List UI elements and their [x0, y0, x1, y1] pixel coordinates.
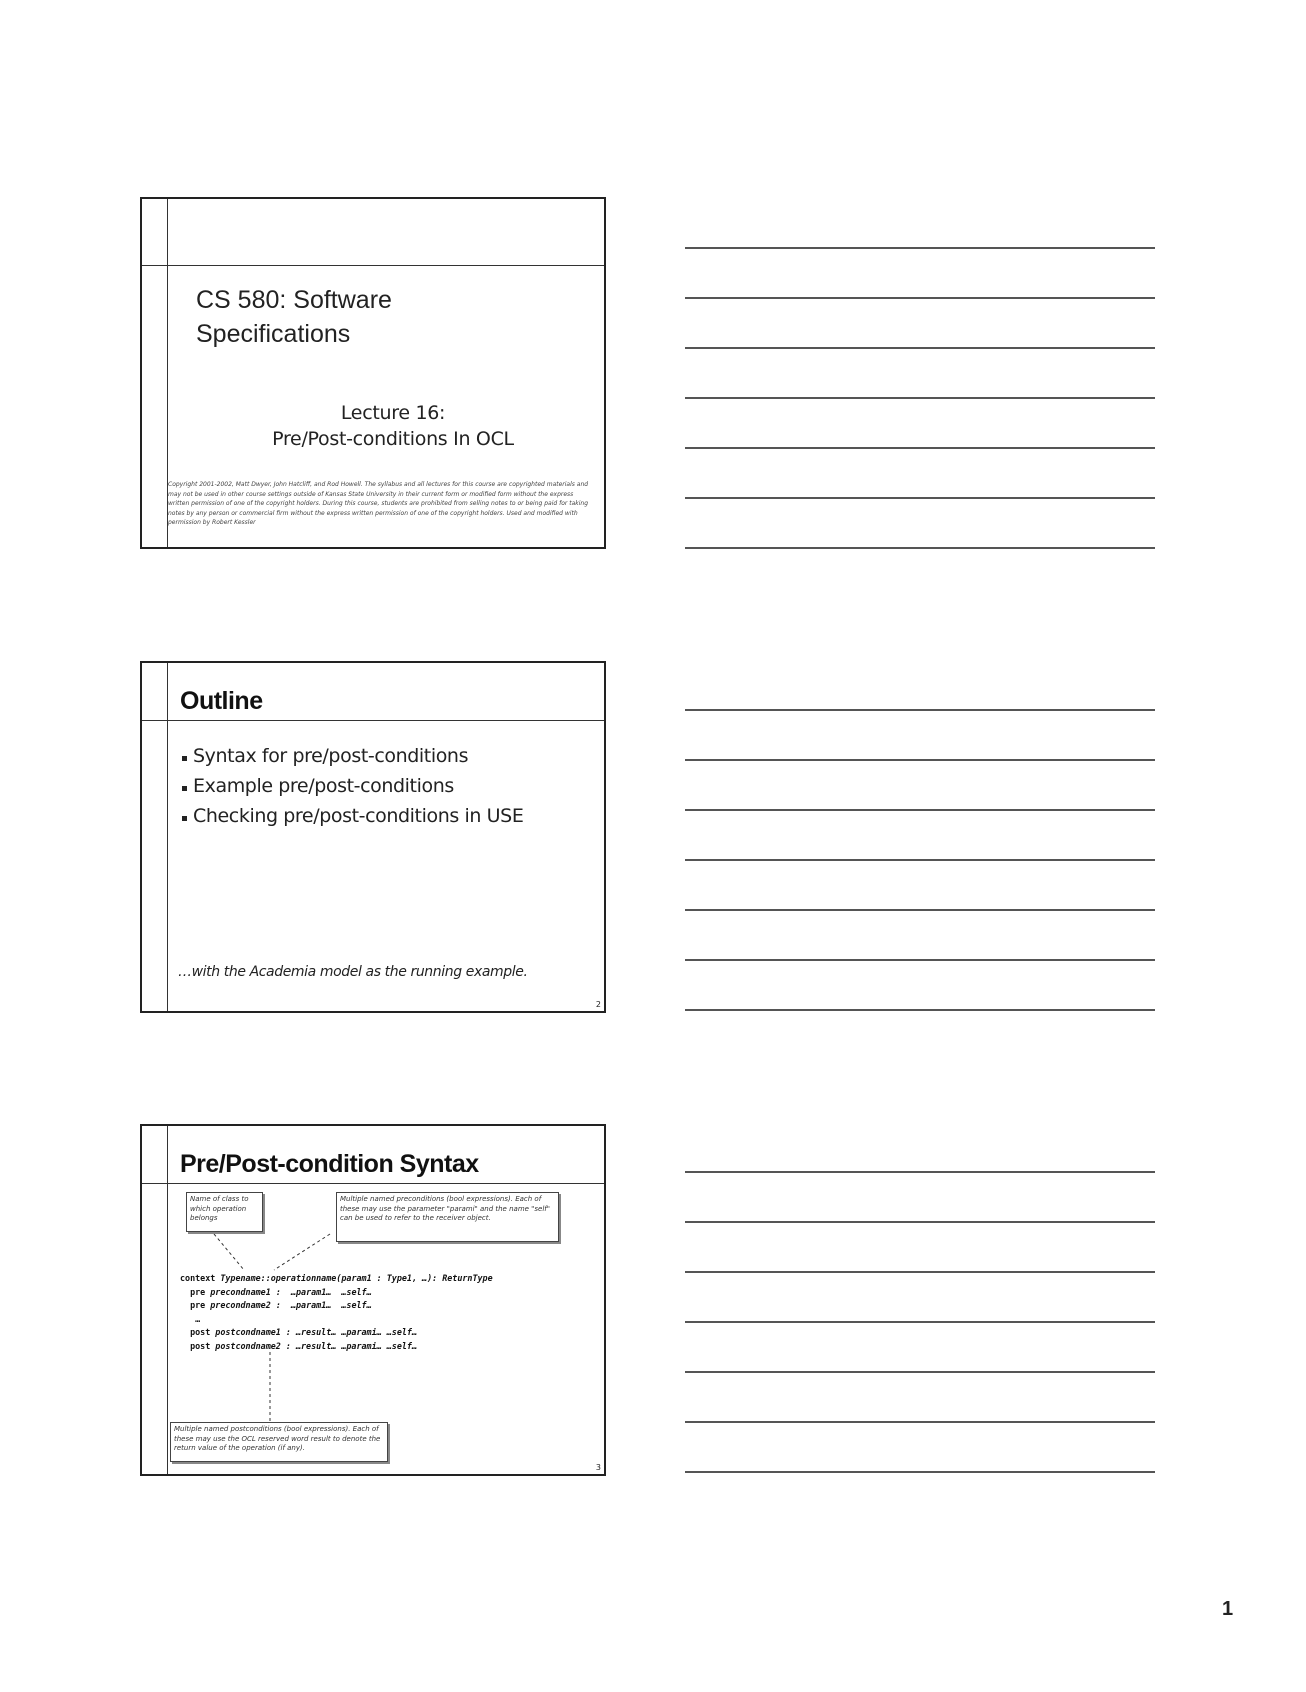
bullet-list [182, 741, 523, 831]
slide-1 [140, 197, 606, 549]
note-line [685, 547, 1155, 549]
note-line [685, 1421, 1155, 1423]
note-line [685, 1009, 1155, 1011]
slide-subtitle [182, 400, 604, 452]
note-line [685, 1221, 1155, 1223]
note-line [685, 759, 1155, 761]
postcondition-callout [170, 1422, 388, 1462]
code-keyword: post [180, 1340, 216, 1351]
note-line [685, 959, 1155, 961]
note-line [685, 1171, 1155, 1173]
slide-title: Pre/Post-condition Syntax [180, 1150, 479, 1178]
note-line [685, 447, 1155, 449]
code-keyword: post [180, 1327, 216, 1337]
callout-text: Multiple named postconditions (bool expressions). Each of these may use the OCL reserved word result to denote the return value of the operation (if any). [174, 1425, 381, 1452]
title-line-2: Specifications [196, 320, 351, 348]
list-item [182, 741, 523, 771]
code-precondition-2: precondname2 : …param1… …self… [210, 1300, 372, 1310]
precondition-callout [336, 1192, 559, 1242]
page-number: 1 [1222, 1598, 1234, 1620]
note-line [685, 859, 1155, 861]
syntax-code-block [180, 1272, 493, 1353]
bullet-icon [182, 756, 187, 761]
code-keyword: pre [180, 1300, 211, 1310]
note-line [685, 709, 1155, 711]
callout-text: Multiple named preconditions (bool expressions). Each of these may use the parameter "parami" and the name "self" can be used to refer to the receiver object. [340, 1195, 550, 1222]
slide-3 [140, 1124, 606, 1476]
code-precondition-1: precondname1 : …param1… …self… [210, 1286, 372, 1297]
list-item [182, 771, 523, 801]
slide-2 [140, 661, 606, 1013]
list-item [182, 801, 523, 831]
bullet-icon [182, 786, 187, 791]
code-postcondition-2: postcondname2 : …result… …parami… …self… [215, 1340, 417, 1351]
slide-left-margin-line [167, 1126, 168, 1474]
note-line [685, 1271, 1155, 1273]
note-line [685, 397, 1155, 399]
class-name-callout [186, 1192, 263, 1232]
code-keyword: context [180, 1273, 221, 1283]
note-line [685, 909, 1155, 911]
slide-header-divider [142, 265, 604, 266]
callout-text: Name of class to which operation belongs [190, 1195, 249, 1222]
slide-header-divider [142, 720, 604, 721]
slide-number: 2 [595, 1000, 601, 1009]
slide-title: Outline [180, 687, 263, 715]
note-line [685, 497, 1155, 499]
note-line [685, 1371, 1155, 1373]
note-line [685, 809, 1155, 811]
slide-left-margin-line [167, 663, 168, 1011]
bullet-text: Syntax for pre/post-conditions [193, 745, 469, 767]
slide-header-divider [142, 1183, 604, 1184]
code-signature: Typename::operationname(param1 : Type1, …): ReturnType [220, 1273, 493, 1283]
slide-footer-note: …with the Academia model as the running example. [178, 964, 528, 980]
note-line [685, 1471, 1155, 1473]
note-line [685, 347, 1155, 349]
subtitle-line-2: Pre/Post-conditions In OCL [272, 428, 514, 450]
connector-pre-note [274, 1234, 330, 1270]
bullet-text: Example pre/post-conditions [193, 775, 454, 797]
code-postcondition-1: postcondname1 : …result… …parami… …self… [215, 1327, 417, 1337]
bullet-text: Checking pre/post-conditions in USE [193, 805, 524, 827]
note-line [685, 247, 1155, 249]
slide-title [196, 283, 392, 351]
slide-number: 3 [595, 1463, 601, 1472]
connector-class-note [214, 1234, 244, 1270]
copyright-notice: Copyright 2001-2002, Matt Dwyer, John Hatcliff, and Rod Howell. The syllabus and all lectures for this course are copyrighted materials and may not be used in other course settings outside of Kansas State University in their current form or modified form without the express written permission of one of the copyright holders. During this course, students are prohibited from selling notes to or being paid for taking notes by any person or commercial firm without the express written permission of one of the copyright holders. Used and modified with permission by Robert Kessler [168, 481, 589, 527]
bullet-icon [182, 816, 187, 821]
note-line [685, 1321, 1155, 1323]
note-line [685, 297, 1155, 299]
subtitle-line-1: Lecture 16: [340, 402, 446, 424]
code-keyword: pre [180, 1286, 211, 1297]
title-line-1: CS 580: Software [196, 286, 392, 314]
code-ellipsis: … [180, 1313, 201, 1324]
